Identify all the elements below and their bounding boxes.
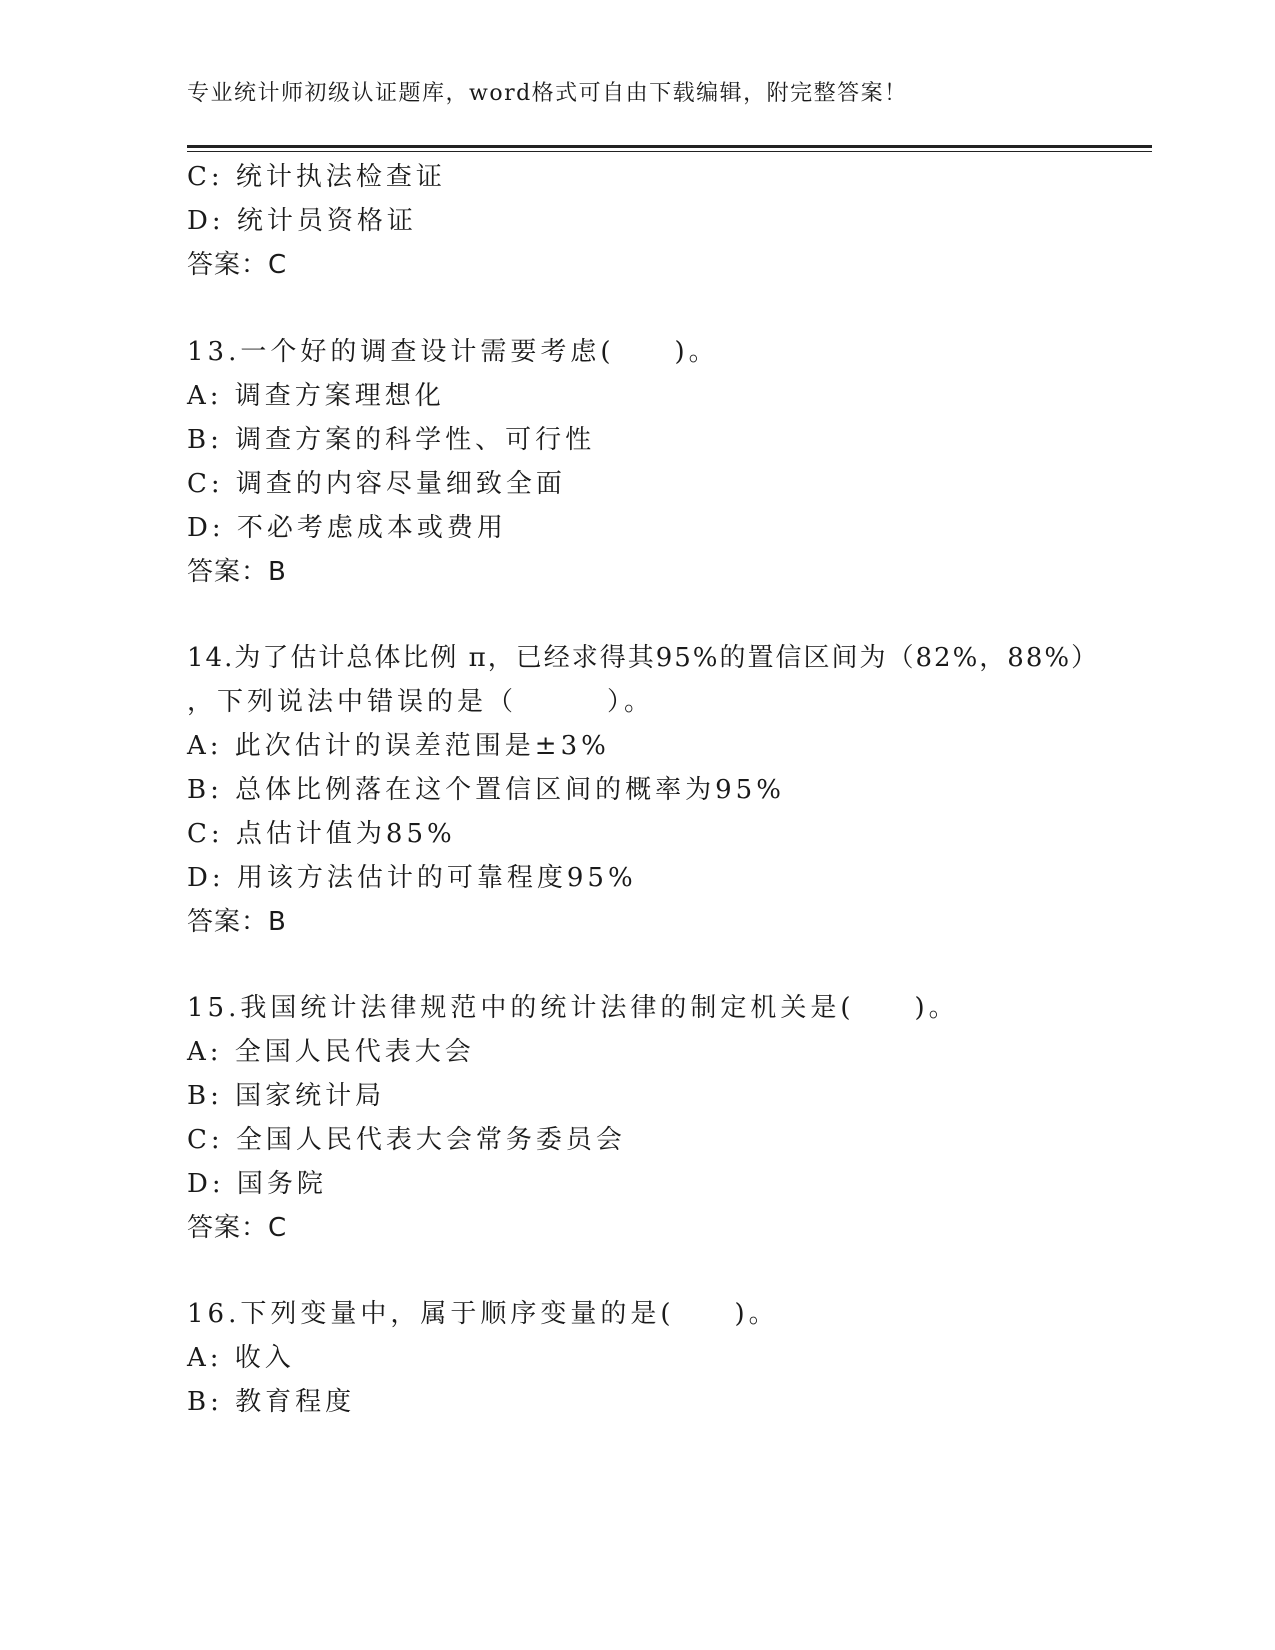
answer-q15: 答案：C <box>187 1213 288 1243</box>
option-d-q13: D: 不必考虑成本或费用 <box>187 513 507 543</box>
question-16: 16.下列变量中，属于顺序变量的是( )。 <box>187 1299 779 1329</box>
page-header: 专业统计师初级认证题库，word格式可自由下载编辑，附完整答案！ <box>187 81 908 106</box>
option-c-q13: C: 调查的内容尽量细致全面 <box>187 469 566 499</box>
question-14-continued: ，下列说法中错误的是（ ）。 <box>187 687 655 717</box>
option-a-q13: A: 调查方案理想化 <box>187 381 445 411</box>
option-a-q15: A: 全国人民代表大会 <box>187 1037 475 1067</box>
answer-q12: 答案：C <box>187 250 288 280</box>
question-13: 13.一个好的调查设计需要考虑( )。 <box>187 337 719 367</box>
question-15: 15.我国统计法律规范中的统计法律的制定机关是( )。 <box>187 993 959 1023</box>
option-c-q12: C: 统计执法检查证 <box>187 162 446 192</box>
option-d-q15: D: 国务院 <box>187 1169 327 1199</box>
option-d-q12: D: 统计员资格证 <box>187 206 417 236</box>
option-a-q14: A: 此次估计的误差范围是±3% <box>187 731 610 761</box>
option-b-q16: B: 教育程度 <box>187 1387 356 1417</box>
option-b-q15: B: 国家统计局 <box>187 1081 386 1111</box>
header-rule-thin <box>187 151 1152 152</box>
option-a-q16: A: 收入 <box>187 1343 295 1373</box>
option-d-q14: D: 用该方法估计的可靠程度95% <box>187 863 637 893</box>
option-b-q14: B: 总体比例落在这个置信区间的概率为95% <box>187 775 785 805</box>
answer-q14: 答案：B <box>187 907 287 937</box>
option-c-q14: C: 点估计值为85% <box>187 819 456 849</box>
header-rule-thick <box>187 145 1152 148</box>
question-14: 14.为了估计总体比例 π，已经求得其95%的置信区间为（82%，88%） <box>187 643 1100 673</box>
option-c-q15: C: 全国人民代表大会常务委员会 <box>187 1125 626 1155</box>
option-b-q13: B: 调查方案的科学性、可行性 <box>187 425 596 455</box>
answer-q13: 答案：B <box>187 557 287 587</box>
